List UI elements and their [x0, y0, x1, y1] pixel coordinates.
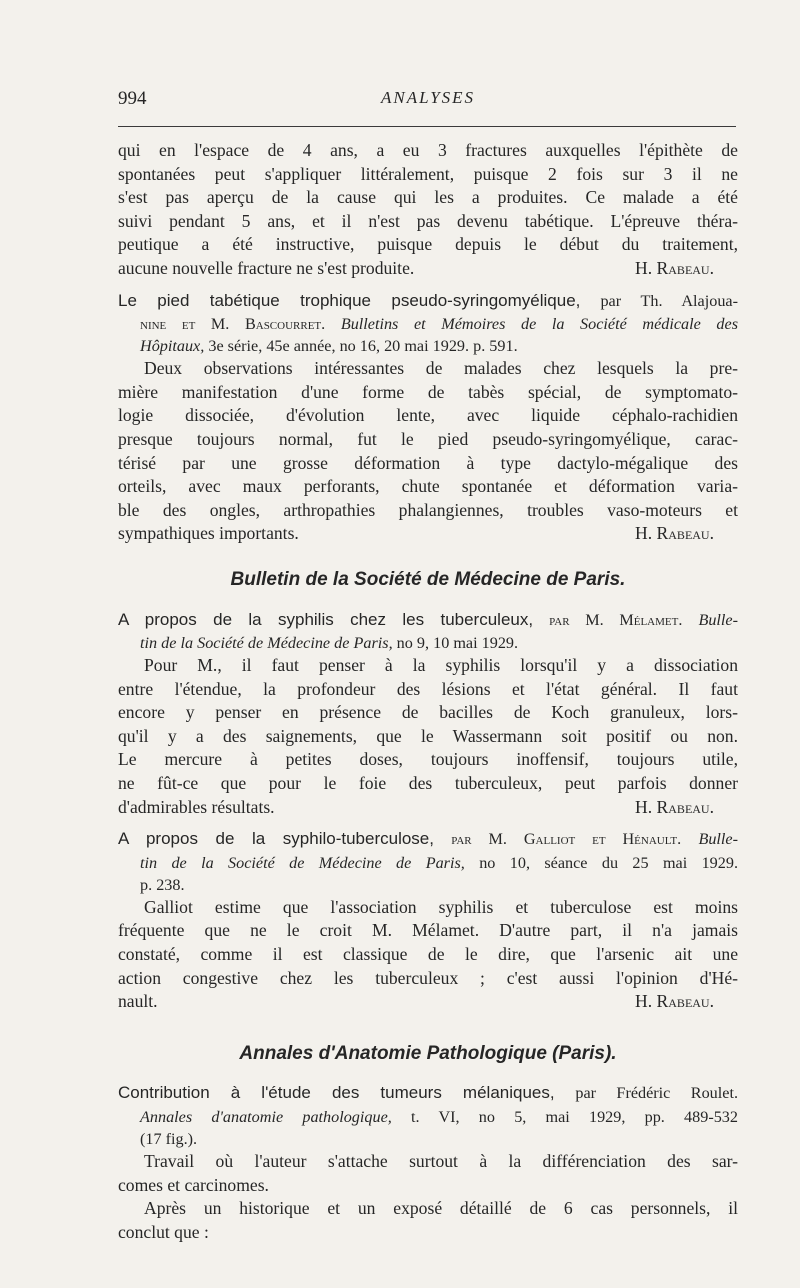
entry-reference: nine et M. Bascourret. Bulletins et Mémoires de la Société médicale des: [140, 315, 738, 334]
text-line-signed: d'admirables résultats. H. Rabeau.: [118, 796, 738, 820]
text-line: térisé par une grosse déformation à type dactylo-mégalique des: [118, 452, 738, 473]
text-line: spontanées peut s'appliquer littéralement, puisque 2 fois sur 3 il ne: [118, 163, 738, 184]
text-line-signed: sympathiques importants. H. Rabeau.: [118, 522, 738, 546]
signature: H. Rabeau.: [635, 257, 714, 278]
entry-heading: A propos de la syphilis chez les tuberculeux, par M. Mélamet. Bulle-: [118, 609, 739, 629]
text-line: qui en l'espace de 4 ans, a eu 3 fractures auxquelles l'épithète de: [118, 140, 738, 160]
header-rule: [118, 126, 736, 127]
text-line: qu'il y a des saignements, que le Wassermann soit positif ou non.: [118, 725, 738, 746]
text-line: aucune nouvelle fracture ne s'est produite.: [118, 257, 415, 278]
signature: H. Rabeau.: [635, 796, 714, 817]
text-line-signed: [118, 257, 738, 281]
running-title: ANALYSES: [380, 88, 476, 107]
entry-reference: tin de la Société de Médecine de Paris, no 9, 10 mai 1929.: [140, 634, 519, 653]
section-heading: Bulletin de la Société de Médecine de Paris.: [230, 568, 626, 590]
text-line: comes et carcinomes.: [118, 1174, 269, 1195]
entry-title: Contribution à l'étude des tumeurs mélaniques,: [118, 1083, 555, 1103]
text-line: Le mercure à petites doses, toujours inoffensif, toujours utile,: [118, 749, 738, 770]
entry-reference: p. 238.: [140, 875, 185, 894]
entry-authors: par Frédéric Roulet.: [575, 1084, 738, 1103]
text-line: fréquente que ne le croit M. Mélamet. D'autre part, il n'a jamais: [118, 920, 738, 941]
entry-authors: par M. Mélamet.: [549, 610, 683, 629]
entry-heading: [118, 289, 738, 314]
signature: H. Rabeau.: [635, 991, 714, 1012]
text-line: action congestive chez les tuberculeux ; c'est aussi l'opinion d'Hé-: [118, 967, 738, 988]
entry-authors: par Th. Alajoua-: [600, 291, 738, 310]
text-line: entre l'étendue, la profondeur des lésions et l'état général. Il faut: [118, 678, 738, 699]
text-line: ble des ongles, arthropathies phalangiennes, troubles vaso-moteurs et: [118, 499, 738, 520]
paragraph-continued: [118, 139, 738, 281]
text-line-signed: nault. H. Rabeau.: [118, 990, 738, 1014]
text-line: Deux observations intéressantes de malades chez lesquels la pre-: [144, 358, 738, 379]
signature: H. Rabeau.: [635, 523, 714, 544]
entry-heading: A propos de la syphilo-tuberculose, par M. Galliot et Hénault. Bulle-: [118, 829, 738, 849]
entry-tumeurs-melaniques: [118, 1081, 738, 1244]
page-body: [118, 139, 738, 1244]
entry-title: A propos de la syphilis chez les tuberculeux,: [118, 609, 534, 629]
text-line: logie dissociée, d'évolution lente, avec liquide céphalo-rachidien: [118, 405, 738, 426]
text-line: constaté, comme il est classique de le dire, que l'arsenic ait une: [118, 944, 738, 965]
text-line: orteils, avec maux perforants, chute spontanée et déformation varia-: [118, 476, 738, 497]
text-line: ne fût-ce que pour le foie des tuberculeux, peut parfois donner: [118, 773, 738, 794]
entry-authors: par M. Galliot et Hénault.: [451, 830, 682, 849]
text-line: conclut que :: [118, 1221, 209, 1242]
entry-reference: tin de la Société de Médecine de Paris, no 10, séance du 25 mai 1929.: [140, 853, 739, 872]
text-line: peutique a été instructive, puisque depuis le début du traitement,: [118, 234, 738, 255]
text-line: presque toujours normal, fut le pied pseudo-syringomyélique, carac-: [118, 428, 738, 449]
page-header: [118, 88, 738, 118]
text-line: suivi pendant 5 ans, et il n'est pas devenu tabétique. L'épreuve théra-: [118, 210, 738, 231]
entry-reference: Annales d'anatomie pathologique, t. VI, no 5, mai 1929, pp. 489-532: [140, 1108, 738, 1126]
text-line: s'est pas aperçu de la cause qui les a produites. Ce malade a été: [118, 187, 738, 208]
text-line: Travail où l'auteur s'attache surtout à la différenciation des sar-: [144, 1151, 738, 1171]
entry-heading: [118, 1081, 738, 1106]
text-line: mière manifestation d'une forme de tabès spécial, de symptomato-: [118, 381, 738, 402]
page-number: 994: [118, 88, 147, 109]
text-line: Après un historique et un exposé détaillé de 6 cas personnels, il: [144, 1198, 738, 1219]
text-line: Galliot estime que l'association syphilis et tuberculose est moins: [144, 896, 738, 917]
text-line: Pour M., il faut penser à la syphilis lorsqu'il y a dissociation: [144, 655, 738, 676]
entry-reference: Hôpitaux, 3e série, 45e année, no 16, 20 mai 1929. p. 591.: [140, 337, 518, 356]
entry-pied-tabetique: [118, 289, 738, 546]
section-heading: Annales d'Anatomie Pathologique (Paris).: [239, 1042, 617, 1064]
entry-reference: (17 fig.).: [140, 1130, 198, 1148]
entry-title: A propos de la syphilo-tuberculose,: [118, 829, 434, 849]
entry-syphilis-tuberculeux: [118, 608, 738, 820]
entry-title: Le pied tabétique trophique pseudo-syringomyélique,: [118, 290, 581, 310]
entry-syphilo-tuberculose: [118, 827, 738, 1014]
text-line: encore y penser en présence de bacilles de Koch granuleux, lors-: [118, 702, 738, 723]
